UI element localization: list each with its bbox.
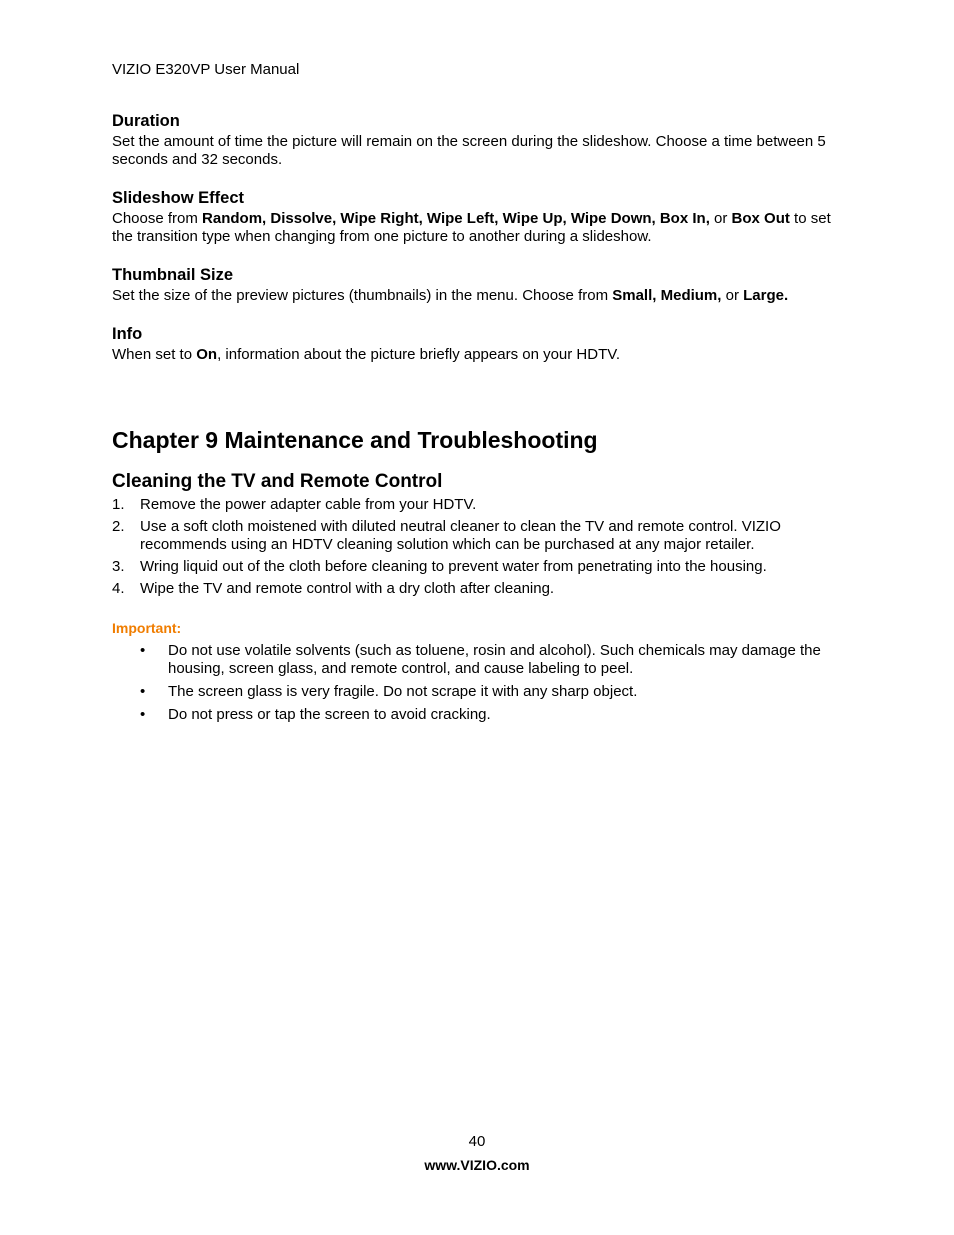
thumbnail-size-or: or bbox=[721, 287, 744, 304]
list-item bbox=[112, 683, 842, 701]
slideshow-effect-options: Random, Dissolve, Wipe Right, Wipe Left, Wipe Up, Wipe Down, Box In, bbox=[202, 210, 710, 227]
bullet-icon: • bbox=[140, 706, 146, 723]
slideshow-effect-tail: to set the transition type when changing from one picture to another during a slideshow. bbox=[112, 210, 831, 245]
slideshow-effect-intro: Choose from bbox=[112, 210, 203, 227]
list-item bbox=[112, 558, 842, 576]
thumbnail-size-last-option: Large. bbox=[743, 287, 789, 304]
page-content bbox=[112, 111, 842, 729]
step-number: 4. bbox=[112, 580, 125, 597]
slideshow-effect-last-option: Box Out bbox=[731, 210, 790, 227]
bullet-icon: • bbox=[140, 642, 146, 659]
slideshow-effect-body bbox=[112, 210, 842, 246]
info-tail: , information about the picture briefly appears on your HDTV. bbox=[217, 346, 621, 363]
list-item bbox=[112, 518, 842, 554]
slideshow-effect-heading: Slideshow Effect bbox=[112, 189, 245, 207]
step-number: 1. bbox=[112, 496, 125, 513]
manual-header: VIZIO E320VP User Manual bbox=[112, 61, 300, 78]
thumbnail-size-body bbox=[112, 287, 842, 305]
step-number: 2. bbox=[112, 518, 125, 535]
cleaning-steps-list bbox=[112, 496, 842, 598]
step-text: Use a soft cloth moistened with diluted neutral cleaner to clean the TV and remote control. VIZIO recommends using an HDTV cleaning solution which can be purchased at any major retailer. bbox=[140, 518, 781, 553]
important-label: Important: bbox=[112, 620, 182, 636]
slideshow-effect-or: or bbox=[709, 210, 732, 227]
section-title: Cleaning the TV and Remote Control bbox=[112, 471, 443, 492]
step-text: Wring liquid out of the cloth before cleaning to prevent water from penetrating into the housing. bbox=[140, 558, 767, 575]
info-body bbox=[112, 346, 842, 364]
thumbnail-size-heading: Thumbnail Size bbox=[112, 266, 234, 284]
list-item bbox=[112, 580, 842, 598]
chapter-title: Chapter 9 Maintenance and Troubleshooting bbox=[112, 427, 598, 453]
bullet-text: The screen glass is very fragile. Do not scrape it with any sharp object. bbox=[168, 683, 638, 700]
list-item bbox=[112, 706, 842, 724]
thumbnail-size-options: Small, Medium, bbox=[612, 287, 722, 304]
step-text: Remove the power adapter cable from your HDTV. bbox=[140, 496, 477, 513]
bullet-text: Do not press or tap the screen to avoid cracking. bbox=[168, 706, 491, 723]
footer-url: www.VIZIO.com bbox=[424, 1157, 530, 1173]
thumbnail-size-intro: Set the size of the preview pictures (thumbnails) in the menu. Choose from bbox=[112, 287, 613, 304]
duration-body: Set the amount of time the picture will remain on the screen during the slideshow. Choose a time between 5 seconds and 32 seconds. bbox=[112, 133, 826, 168]
info-heading: Info bbox=[112, 325, 143, 343]
page-number: 40 bbox=[468, 1133, 486, 1150]
section-duration bbox=[112, 111, 842, 169]
info-intro: When set to bbox=[112, 346, 197, 363]
section-thumbnail-size bbox=[112, 265, 842, 305]
step-text: Wipe the TV and remote control with a dry cloth after cleaning. bbox=[140, 580, 555, 597]
duration-heading: Duration bbox=[112, 112, 180, 130]
section-info bbox=[112, 324, 842, 364]
list-item bbox=[112, 642, 842, 678]
step-number: 3. bbox=[112, 558, 125, 575]
section-slideshow-effect bbox=[112, 188, 842, 246]
important-bullets-list bbox=[112, 642, 842, 724]
bullet-icon: • bbox=[140, 683, 146, 700]
info-bold: On bbox=[196, 346, 218, 363]
list-item bbox=[112, 496, 842, 514]
bullet-text: Do not use volatile solvents (such as toluene, rosin and alcohol). Such chemicals may damage the housing, screen glass, and remote control, and cause labeling to peel. bbox=[168, 642, 821, 677]
